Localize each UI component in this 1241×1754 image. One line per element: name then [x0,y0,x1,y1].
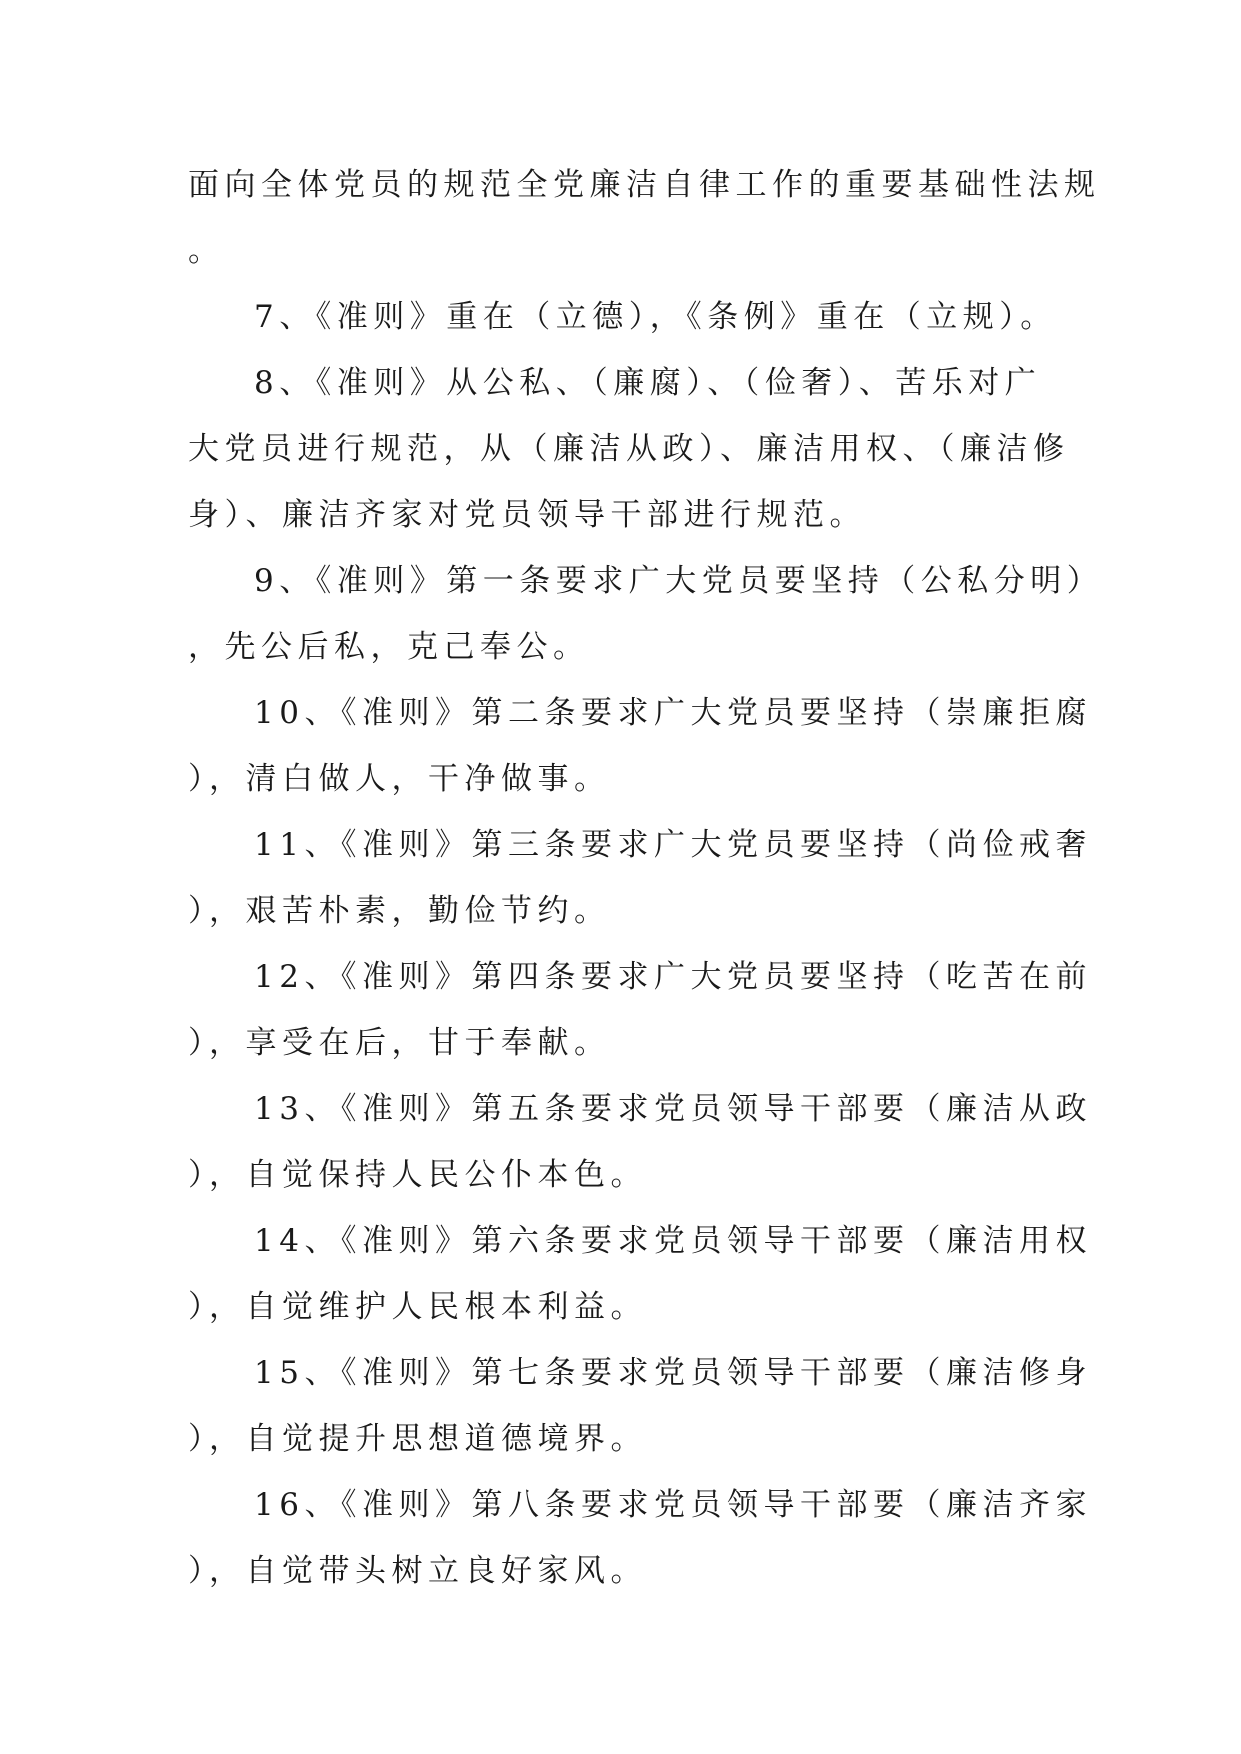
text-line: ），自觉带头树立良好家风。 [188,1553,647,1589]
text-line: ），自觉保持人民公仆本色。 [188,1157,647,1193]
text-line: 面向全体党员的规范全党廉洁自律工作的重要基础性法规 [188,167,1101,203]
text-line: ，先公后私，克己奉公。 [188,629,590,665]
document-body [188,152,1104,1604]
text-line: ），享受在后，甘于奉献。 [188,1025,611,1061]
text-line: ），艰苦朴素，勤俭节约。 [188,893,611,929]
text-line: ），自觉维护人民根本利益。 [188,1289,647,1325]
text-line: 大党员进行规范，从（廉洁从政）、廉洁用权、（廉洁修 [188,431,1070,467]
text-line: 11、《准则》第三条要求广大党员要坚持（尚俭戒奢 [254,827,1092,863]
text-line: 12、《准则》第四条要求广大党员要坚持（吃苦在前 [254,959,1092,995]
text-line: 身）、廉洁齐家对党员领导干部进行规范。 [188,497,866,533]
text-line: 14、《准则》第六条要求党员领导干部要（廉洁用权 [254,1223,1092,1259]
text-line: 13、《准则》第五条要求党员领导干部要（廉洁从政 [254,1091,1092,1127]
text-line: 15、《准则》第七条要求党员领导干部要（廉洁修身 [254,1355,1092,1391]
text-line: ），自觉提升思想道德境界。 [188,1421,647,1457]
text-line: 7、《准则》重在（立德），《条例》重在（立规）。 [254,299,1057,335]
text-line: 16、《准则》第八条要求党员领导干部要（廉洁齐家 [254,1487,1092,1523]
text-line: 8、《准则》从公私、（廉腐）、（俭奢）、苦乐对广 [254,365,1042,401]
text-line: ），清白做人，干净做事。 [188,761,611,797]
text-line: 。 [188,233,225,269]
text-line: 9、《准则》第一条要求广大党员要坚持（公私分明） [254,563,1104,599]
text-line: 10、《准则》第二条要求广大党员要坚持（崇廉拒腐 [254,695,1092,731]
